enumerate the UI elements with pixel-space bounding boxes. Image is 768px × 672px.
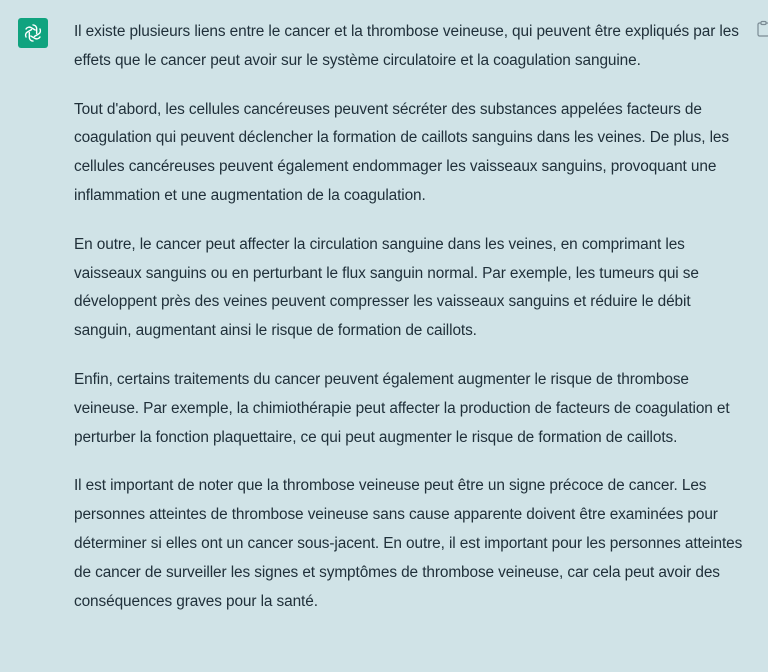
message-content <box>74 18 746 640</box>
message-paragraph: En outre, le cancer peut affecter la circulation sanguine dans les veines, en comprimant les vaisseaux sanguins ou en perturbant le flux sanguin normal. Par exemple, les tumeurs qui se développent près des veines peuvent compresser les vaisseaux sanguins et réduire le débit sanguin, augmentant ainsi le risque de formation de caillots. <box>74 235 699 340</box>
clipboard-icon[interactable] <box>755 20 768 38</box>
message-paragraph: Enfin, certains traitements du cancer peuvent également augmenter le risque de thrombose veineuse. Par exemple, la chimiothérapie peut affecter la production de facteurs de coagulation et perturber la fonction plaquettaire, ce qui peut augmenter le risque de formation de caillots. <box>74 370 730 446</box>
message-paragraph: Il est important de noter que la thrombose veineuse peut être un signe précoce de cancer. Les personnes atteintes de thrombose veineuse sans cause apparente doivent être examinées pour déterminer si elles ont un cancer sous-jacent. En outre, il est important pour les personnes atteintes de cancer de surveiller les signes et symptômes de thrombose veineuse, car cela peut avoir des conséquences graves pour la santé. <box>74 477 743 610</box>
openai-logo-icon <box>18 18 48 48</box>
message-paragraph: Tout d'abord, les cellules cancéreuses peuvent sécréter des substances appelées facteurs de coagulation qui peuvent déclencher la formation de caillots sanguins dans les veines. De plus, les cellules cancéreuses peuvent également endommager les vaisseaux sanguins, provoquant une inflammation et une augmentation de la coagulation. <box>74 100 729 204</box>
message-paragraph: Il existe plusieurs liens entre le cancer et la thrombose veineuse, qui peuvent être expliqués par les effets que le cancer peut avoir sur le système circulatoire et la coagulation sanguine. <box>74 23 739 69</box>
